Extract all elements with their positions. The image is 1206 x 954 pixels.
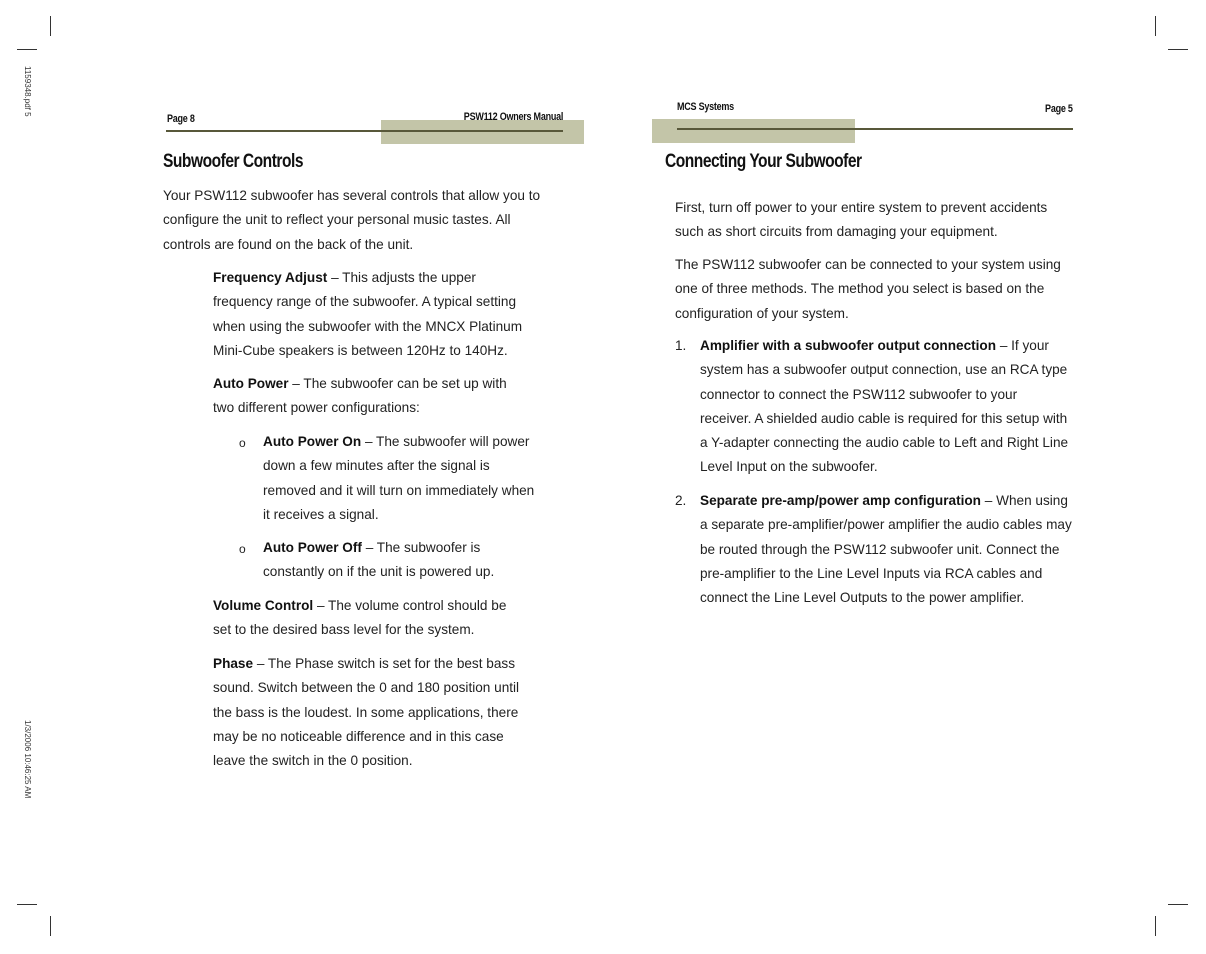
crop-mark	[50, 916, 51, 936]
control-term: Phase	[213, 656, 254, 671]
page-number: Page 8	[167, 113, 195, 125]
control-text: – The volume control should be set to the desired bass level for the system.	[213, 598, 507, 638]
control-phase	[213, 652, 535, 773]
crop-mark	[1168, 904, 1188, 905]
method-text: – When using a separate pre-amplifier/power amplifier the audio cables may be routed through the PSW112 subwoofer unit. Connect the pre-amplifier to the Line Level Inputs via RCA cables and connect the Line Level Outputs to the power amplifier.	[700, 493, 1072, 606]
list-number: 1.	[675, 338, 687, 353]
crop-mark	[1168, 49, 1188, 50]
header-rule	[677, 128, 1073, 130]
method-2	[700, 489, 1072, 610]
file-margin-note: 1159348.pdf 5	[23, 66, 32, 117]
list-number: 2.	[675, 493, 687, 508]
option-text: – The subwoofer will power down a few minutes after the signal is removed and it will turn on immediately when it receives a signal.	[263, 434, 535, 522]
header-band	[381, 120, 584, 144]
control-auto-power	[213, 372, 523, 421]
control-volume	[213, 594, 523, 643]
control-term: Volume Control	[213, 598, 314, 613]
control-text: – The Phase switch is set for the best bass sound. Switch between the 0 and 180 position until the bass is the loudest. In some applications, there may be no noticeable difference and in this case leave the switch in the 0 position.	[213, 656, 520, 769]
option-term: Auto Power On	[263, 434, 362, 449]
methods-paragraph: The PSW112 subwoofer can be connected to your system using one of three methods. The method you select is based on the configuration of your system.	[675, 257, 1061, 321]
intro-paragraph: First, turn off power to your entire system to prevent accidents such as short circuits from damaging your equipment.	[675, 200, 1048, 240]
crop-mark	[1155, 16, 1156, 36]
control-text: – The subwoofer can be set up with two different power configurations:	[213, 376, 507, 416]
control-frequency-adjust	[213, 266, 535, 363]
intro-paragraph: Your PSW112 subwoofer has several controls that allow you to configure the unit to reflect your personal music tastes. All controls are found on the back of the unit.	[163, 188, 541, 252]
control-term: Frequency Adjust	[213, 270, 328, 285]
crop-mark	[50, 16, 51, 36]
method-term: Separate pre-amp/power amp configuration	[700, 493, 981, 508]
header-rule	[166, 130, 563, 132]
company-name: MCS Systems	[677, 101, 734, 113]
control-text: – This adjusts the upper frequency range of the subwoofer. A typical setting when using the subwoofer with the MNCX Platinum Mini-Cube speakers is between 120Hz to 140Hz.	[213, 270, 523, 358]
date-margin-note: 1/3/2006 10:46:25 AM	[23, 720, 32, 799]
option-text: – The subwoofer is constantly on if the unit is powered up.	[263, 540, 495, 580]
page-number: Page 5	[1045, 103, 1073, 115]
crop-mark	[1155, 916, 1156, 936]
page-title: Subwoofer Controls	[163, 151, 304, 172]
crop-mark	[17, 904, 37, 905]
bullet-icon: o	[239, 436, 246, 450]
page-title: Connecting Your Subwoofer	[665, 151, 862, 172]
bullet-icon: o	[239, 542, 246, 556]
method-1	[700, 334, 1072, 480]
manual-title: PSW112 Owners Manual	[463, 111, 563, 123]
power-option-off	[263, 536, 513, 585]
crop-mark	[17, 49, 37, 50]
method-text: – If your system has a subwoofer output connection, use an RCA type connector to connect the PSW112 subwoofer to your receiver. A shielded audio cable is required for this setup with a Y-adapter connecting the audio cable to Left and Right Line Level Input on the subwoofer.	[700, 338, 1069, 475]
control-term: Auto Power	[213, 376, 289, 391]
header-band	[652, 119, 855, 143]
method-term: Amplifier with a subwoofer output connection	[700, 338, 997, 353]
power-option-on	[263, 430, 543, 527]
option-term: Auto Power Off	[263, 540, 362, 555]
